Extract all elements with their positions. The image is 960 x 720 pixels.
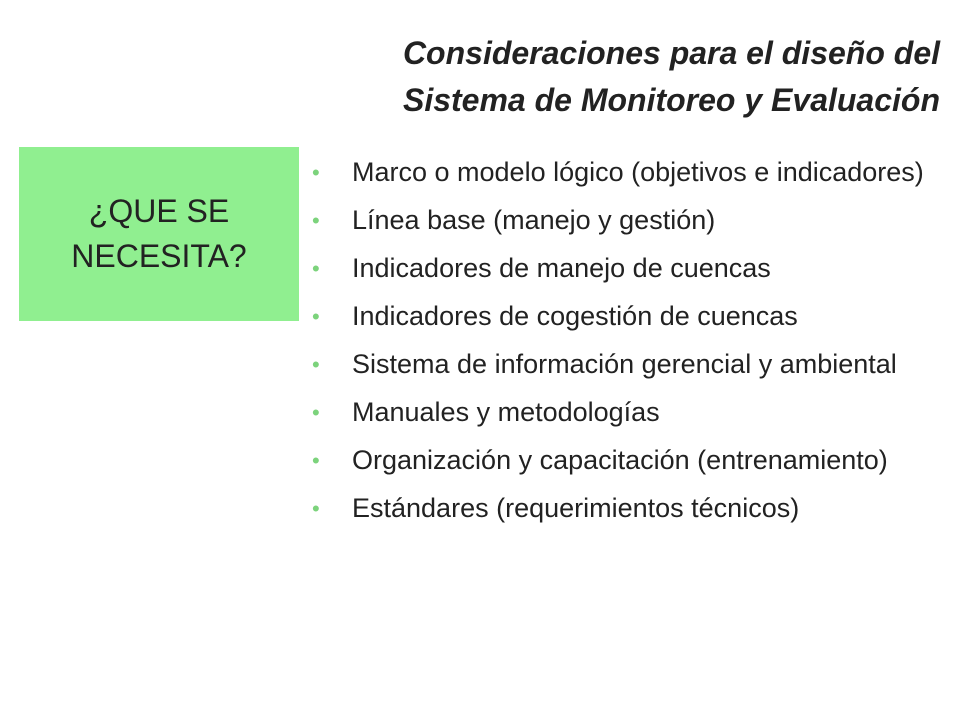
bullet-icon: • [312, 400, 320, 425]
question-box [19, 147, 299, 321]
bullet-icon: • [312, 448, 320, 473]
list-item [310, 491, 950, 526]
bullet-icon: • [312, 352, 320, 377]
requirements-list [310, 155, 950, 539]
list-item [310, 299, 950, 334]
question-box-text: ¿QUE SE NECESITA? [71, 193, 247, 274]
list-item [310, 443, 950, 478]
bullet-icon: • [312, 496, 320, 521]
list-item-text: Indicadores de manejo de cuencas [352, 253, 771, 283]
list-item-text: Marco o modelo lógico (objetivos e indicadores) [352, 157, 924, 187]
list-item [310, 347, 950, 382]
bullet-icon: • [312, 208, 320, 233]
list-item-text: Línea base (manejo y gestión) [352, 205, 716, 235]
list-item-text: Sistema de información gerencial y ambiental [352, 349, 897, 379]
list-item [310, 251, 950, 286]
list-item-text: Estándares (requerimientos técnicos) [352, 493, 800, 523]
bullet-icon: • [312, 304, 320, 329]
bullet-icon: • [312, 256, 320, 281]
list-item-text: Organización y capacitación (entrenamiento) [352, 445, 888, 475]
slide-title-line-1: Consideraciones para el diseño del [402, 35, 940, 71]
list-item [310, 155, 950, 190]
list-item-text: Manuales y metodologías [352, 397, 660, 427]
slide-title [280, 30, 940, 124]
list-item-text: Indicadores de cogestión de cuencas [352, 301, 798, 331]
list-item [310, 395, 950, 430]
slide-title-line-2: Sistema de Monitoreo y Evaluación [402, 82, 940, 118]
list-item [310, 203, 950, 238]
bullet-icon: • [312, 160, 320, 185]
